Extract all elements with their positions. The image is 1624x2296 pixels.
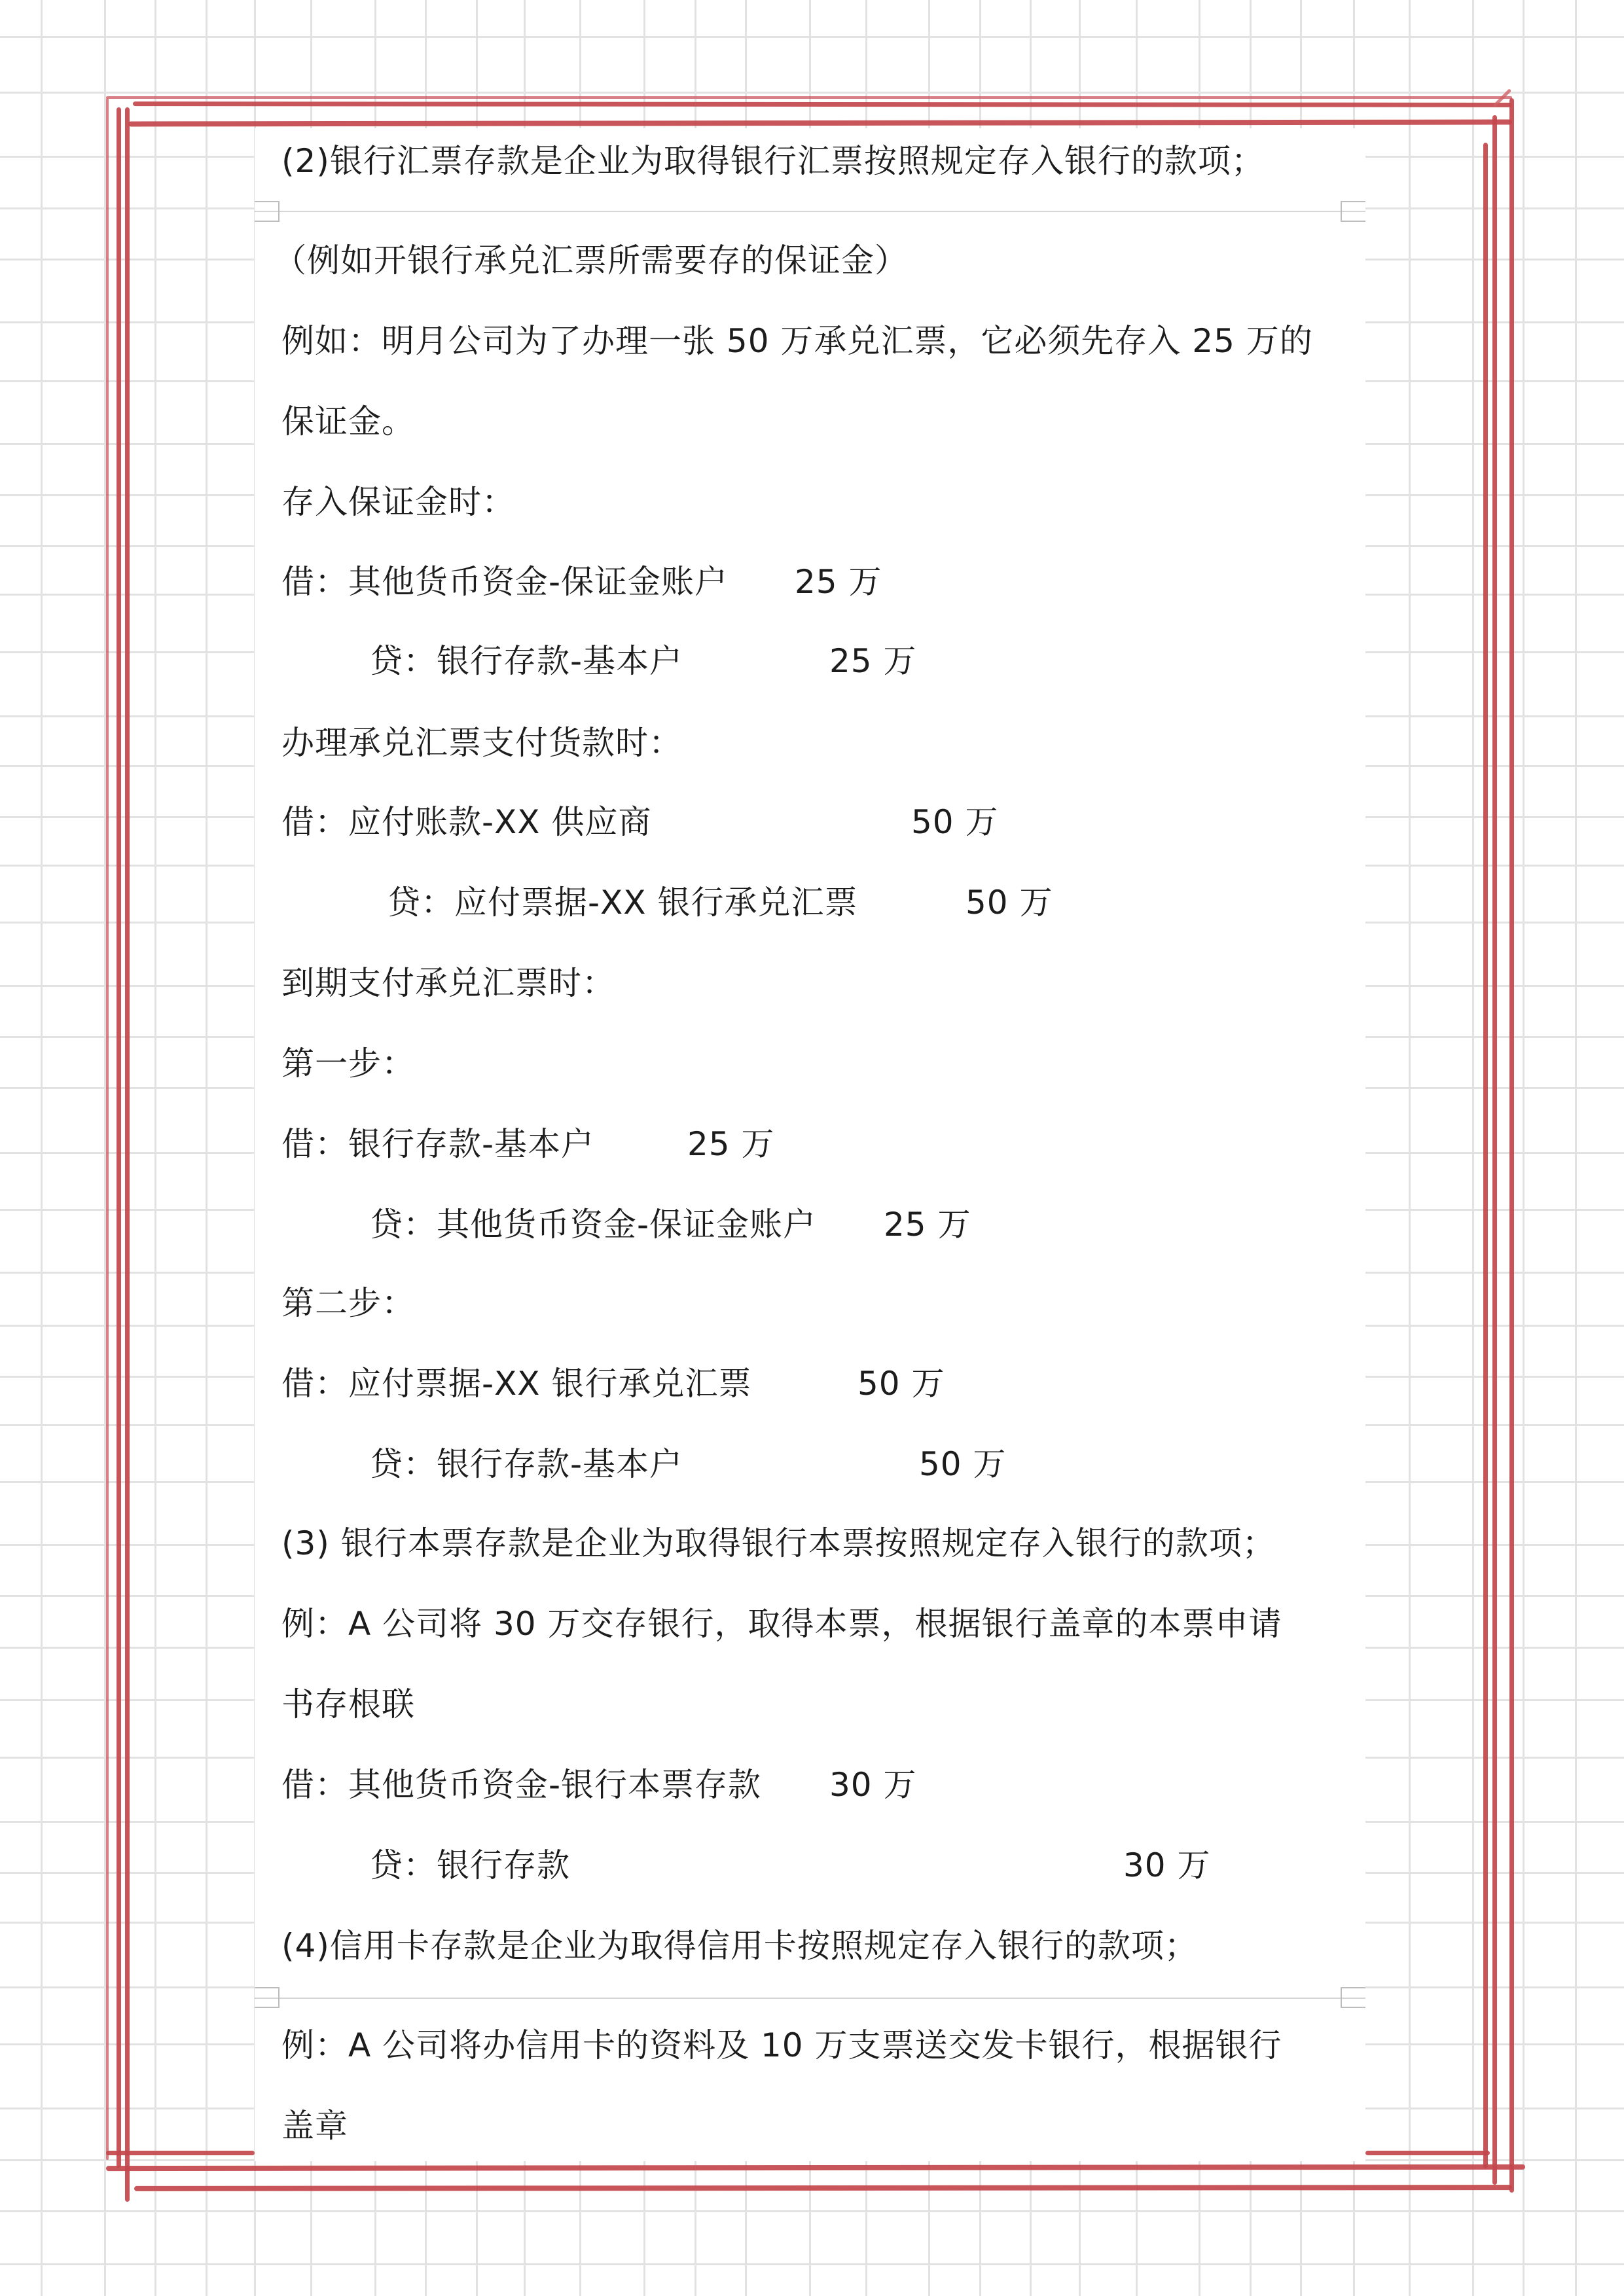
- amount-text: 30 万: [829, 1766, 917, 1804]
- line-text: 第一步：: [281, 1045, 415, 1083]
- grid-line-horizontal: [0, 2210, 1624, 2212]
- line-text: 贷：应付票据-XX 银行承兑汇票: [388, 884, 858, 922]
- text-line: [0, 1280, 1624, 1326]
- line-text: 例如：明月公司为了办理一张 50 万承兑汇票，它必须先存入 25 万的: [281, 322, 1313, 360]
- line-text: 贷：其他货币资金-保证金账户: [370, 1206, 817, 1244]
- corner-mark-left: [255, 1987, 280, 2008]
- amount-text: 50 万: [919, 1445, 1007, 1483]
- line-text: (2)银行汇票存款是企业为取得银行汇票按照规定存入银行的款项；: [281, 142, 1265, 180]
- line-text: 第二步：: [281, 1284, 415, 1322]
- text-line: [0, 138, 1624, 184]
- text-line: [0, 1202, 1624, 1247]
- text-line: [0, 1842, 1624, 1888]
- text-line: [0, 238, 1624, 283]
- text-line: [0, 1441, 1624, 1487]
- amount-text: 30 万: [1123, 1846, 1211, 1884]
- line-text: 贷：银行存款-基本户: [370, 1445, 683, 1483]
- text-line: [0, 1923, 1624, 1969]
- text-line: [0, 318, 1624, 364]
- corner-mark-left: [255, 201, 280, 222]
- line-text: 借：其他货币资金-银行本票存款: [281, 1766, 762, 1804]
- grid-line-horizontal: [0, 2263, 1624, 2265]
- amount-text: 25 万: [795, 563, 882, 601]
- text-line: [0, 399, 1624, 444]
- line-text: （例如开银行承兑汇票所需要存的保证金）: [274, 242, 908, 279]
- line-text: (3) 银行本票存款是企业为取得银行本票按照规定存入银行的款项；: [281, 1524, 1276, 1562]
- text-line: [0, 960, 1624, 1006]
- line-text: 借：其他货币资金-保证金账户: [281, 563, 729, 601]
- line-text: 借：应付票据-XX 银行承兑汇票: [281, 1365, 752, 1403]
- amount-text: 25 万: [687, 1125, 775, 1163]
- line-text: 办理承兑汇票支付货款时：: [281, 724, 682, 762]
- line-text: 贷：银行存款-基本户: [370, 642, 683, 680]
- text-line: [0, 1681, 1624, 1727]
- amount-text: 50 万: [857, 1365, 945, 1403]
- text-line: [0, 1121, 1624, 1167]
- text-line: [0, 2103, 1624, 2149]
- text-line: [0, 638, 1624, 684]
- text-line: [0, 1762, 1624, 1808]
- text-line: [0, 799, 1624, 845]
- line-text: 例：A 公司将 30 万交存银行，取得本票，根据银行盖章的本票申请: [281, 1605, 1282, 1643]
- text-line: [0, 880, 1624, 925]
- amount-text: 50 万: [911, 803, 999, 841]
- line-text: 保证金。: [281, 403, 415, 440]
- grid-line-horizontal: [0, 92, 1624, 94]
- text-line: [0, 2022, 1624, 2068]
- amount-text: 25 万: [884, 1206, 971, 1244]
- grid-line-horizontal: [0, 36, 1624, 38]
- text-line: [0, 1601, 1624, 1647]
- text-line: [0, 479, 1624, 525]
- text-line: [0, 1520, 1624, 1566]
- line-text: 到期支付承兑汇票时：: [281, 964, 615, 1002]
- line-text: 存入保证金时：: [281, 483, 515, 521]
- line-text: 借：银行存款-基本户: [281, 1125, 595, 1163]
- amount-text: 25 万: [829, 642, 917, 680]
- text-line: [0, 1041, 1624, 1086]
- line-text: 贷：银行存款: [370, 1846, 570, 1884]
- text-line: [0, 720, 1624, 766]
- corner-mark-right: [1341, 201, 1365, 222]
- line-text: 盖章: [281, 2107, 348, 2145]
- text-line: [0, 1361, 1624, 1407]
- line-text: (4)信用卡存款是企业为取得信用卡按照规定存入银行的款项；: [281, 1927, 1198, 1965]
- line-text: 书存根联: [281, 1685, 415, 1723]
- corner-mark-right: [1341, 1987, 1365, 2008]
- text-line: [0, 559, 1624, 605]
- amount-text: 50 万: [965, 884, 1053, 922]
- line-text: 例：A 公司将办信用卡的资料及 10 万支票送交发卡银行，根据银行: [281, 2026, 1282, 2064]
- line-text: 借：应付账款-XX 供应商: [281, 803, 652, 841]
